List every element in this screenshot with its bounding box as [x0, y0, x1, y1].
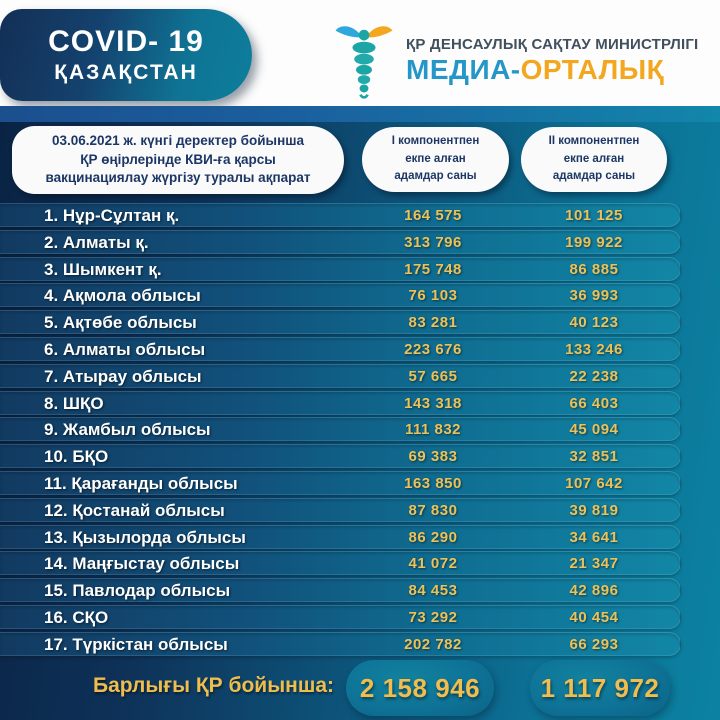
component2-value: 42 896 [569, 582, 619, 600]
component2-value: 40 454 [569, 608, 619, 626]
component1-value: 143 318 [404, 394, 462, 412]
region-name: 10. БҚО [44, 447, 109, 467]
report-info-box [12, 126, 344, 194]
table-row [0, 230, 681, 254]
component1-value: 69 383 [408, 448, 458, 466]
col1-line3: адамдар саны [394, 170, 477, 183]
component2-value: 86 885 [569, 260, 619, 278]
region-name: 2. Алматы қ. [44, 232, 149, 252]
table-row [0, 498, 681, 522]
column-header-component2 [521, 127, 667, 192]
table-row [0, 632, 681, 656]
component2-value: 22 238 [569, 367, 619, 385]
component2-value: 21 347 [569, 555, 619, 573]
region-name: 1. Нұр-Сұлтан қ. [44, 206, 180, 225]
component2-value: 45 094 [569, 421, 619, 439]
column-header-component1 [362, 127, 509, 192]
component2-value: 107 642 [565, 474, 623, 492]
header-band [0, 0, 720, 106]
logo-text [406, 36, 698, 100]
region-name: 13. Қызылорда облысы [44, 527, 246, 547]
component2-value: 32 851 [569, 448, 619, 466]
covid-kazakhstan-badge [0, 9, 252, 101]
component1-value: 111 832 [404, 421, 462, 439]
component1-value: 175 748 [404, 260, 462, 278]
component1-value: 84 453 [408, 582, 458, 600]
table-row [0, 605, 681, 629]
caduceus-icon [332, 20, 396, 100]
component1-value: 83 281 [408, 314, 458, 332]
component1-value: 73 292 [408, 608, 458, 626]
component1-value: 87 830 [408, 501, 458, 519]
table-row [0, 471, 681, 495]
component1-value: 223 676 [404, 340, 462, 358]
component2-value: 36 993 [569, 287, 619, 305]
region-name: 17. Түркістан облысы [44, 634, 228, 654]
table-row [0, 310, 681, 334]
component2-value: 199 922 [565, 233, 623, 251]
table-row [0, 578, 681, 602]
component1-value: 86 290 [408, 528, 458, 546]
info-line-2: ҚР өңірлерінде КВИ-ға қарсы [80, 151, 276, 167]
table-row [0, 203, 681, 227]
info-line-1: 03.06.2021 ж. күнгі деректер бойынша [52, 132, 304, 148]
region-name: 5. Ақтөбе облысы [44, 313, 197, 333]
component2-value: 39 819 [569, 501, 619, 519]
region-name: 15. Павлодар облысы [44, 581, 231, 601]
region-name: 11. Қарағанды облысы [44, 473, 238, 493]
badge-title: COVID- 19 [48, 25, 204, 58]
component1-value: 202 782 [404, 635, 462, 653]
media-title-part1: МЕДИА- [406, 54, 521, 85]
col2-line2: екпе алған [563, 152, 625, 165]
ministry-name: ҚР ДЕНСАУЛЫҚ САҚТАУ МИНИСТРЛІГІ [406, 36, 699, 53]
table-row [0, 283, 681, 307]
table-row [0, 391, 681, 415]
component1-value: 313 796 [404, 233, 462, 251]
table-row [0, 444, 681, 468]
table-row [0, 364, 681, 388]
component1-value: 163 850 [404, 474, 462, 492]
component2-value: 34 641 [569, 528, 619, 546]
total-component1: 2 158 946 [346, 660, 494, 716]
region-name: 6. Алматы облысы [44, 339, 206, 359]
media-center-title [406, 54, 698, 86]
col1-line1: I компонентпен [391, 134, 480, 147]
component2-value: 66 403 [569, 394, 619, 412]
col2-line1: II компонентпен [548, 134, 640, 147]
region-name: 14. Маңғыстау облысы [44, 554, 240, 574]
table-row [0, 525, 681, 549]
component2-value: 40 123 [569, 314, 619, 332]
table-row [0, 337, 681, 361]
component1-value: 57 665 [408, 367, 458, 385]
table-row [0, 257, 681, 281]
region-name: 7. Атырау облысы [44, 366, 202, 386]
total-component2: 1 117 972 [530, 660, 670, 716]
component2-value: 133 246 [565, 340, 623, 358]
region-name: 3. Шымкент қ. [44, 259, 162, 279]
badge-subtitle: ҚАЗАҚСТАН [54, 61, 198, 84]
region-name: 12. Қостанай облысы [44, 500, 225, 520]
col2-line3: адамдар саны [552, 170, 636, 183]
region-rows [0, 203, 681, 656]
component2-value: 66 293 [569, 635, 619, 653]
component1-value: 164 575 [404, 207, 462, 224]
component2-value: 101 125 [565, 207, 623, 224]
table-row [0, 551, 681, 575]
table-row [0, 417, 681, 441]
ministry-logo-block [332, 20, 698, 100]
total-label: Барлығы ҚР бойынша: [92, 674, 334, 697]
component1-value: 41 072 [408, 555, 458, 573]
component1-value: 76 103 [408, 287, 458, 305]
info-line-3: вакцинациялау жүргізу туралы ақпарат [45, 170, 311, 186]
divider-stripe [0, 106, 720, 122]
region-name: 9. Жамбыл облысы [44, 420, 211, 440]
col1-line2: екпе алған [405, 152, 466, 165]
media-title-part2: ОРТАЛЫҚ [520, 54, 665, 85]
region-name: 4. Ақмола облысы [44, 286, 201, 306]
region-name: 8. ШҚО [44, 393, 104, 413]
region-name: 16. СҚО [44, 607, 109, 627]
